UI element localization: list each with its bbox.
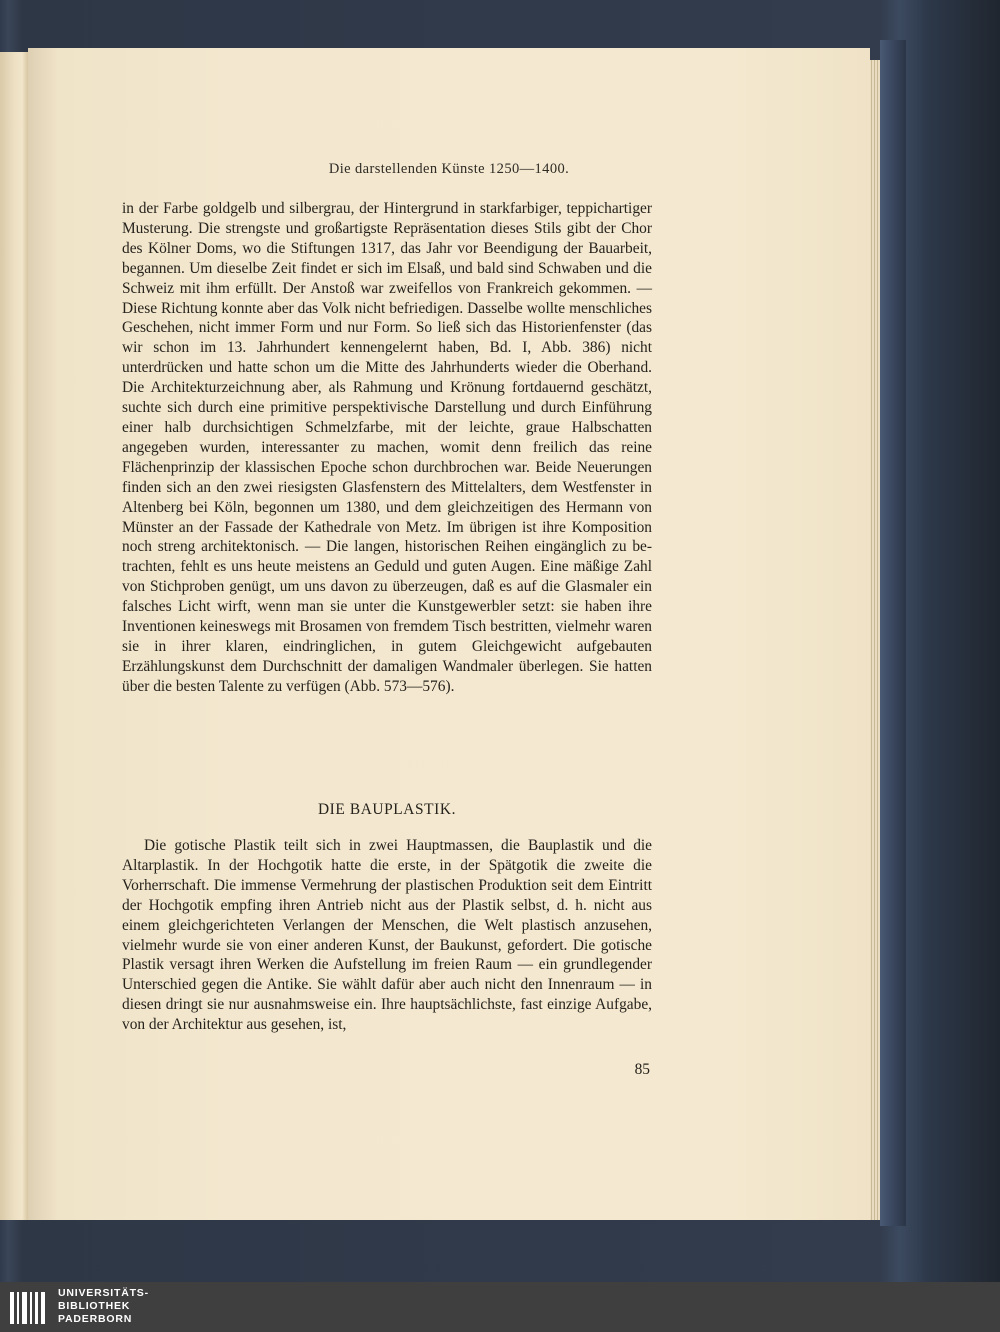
library-footer-bar: [0, 1282, 1000, 1332]
body-paragraph-1: in der Farbe goldgelb und silbergrau, der Hintergrund in starkfarbiger, teppichartiger Musterung. Die strengste und großartigste Repräsentation dieses Stils gibt der Chor des Kölner Doms, wo die Stiftungen 1317, das Jahr vor Beendigung der Bauarbeit, begannen. Um dieselbe Zeit findet er sich im Elsaß, und bald sind Schwaben und die Schweiz mit ihm erfüllt. Der Anstoß war zweifellos von Frankreich gekommen. — Diese Richtung konnte aber das Volk nicht befriedigen. Dasselbe wollte menschliches Geschehen, nicht immer Form und nur Form. So ließ sich das Historienfenster (das wir schon im 13. Jahrhundert kennengelernt haben, Bd. I, Abb. 386) nicht unterdrücken und hatte schon um die Mitte des Jahrhunderts wieder die Oberhand. Die Architekturzeichnung aber, als Rahmung und Krönung fortdauernd geschätzt, suchte sich durch eine primitive perspektivische Darstellung und durch Einführung einer halb durchsichtigen Schmelzfarbe, mit der leichte, graue Halbschatten angegeben wurden, interessanter zu machen, womit denn freilich das reine Flächenprinzip der klassischen Epoche schon durchbrochen war. Beide Neuerungen finden sich an den zwei riesigsten Glasfenstern des Mittelalters, dem Westfenster in Altenberg bei Köln, begonnen um 1380, und dem gleichzeitigen des Hermann von Münster an der Fassade der Kathedrale von Metz. Im übrigen ist ihre Komposition noch streng architektonisch. — Die langen, historischen Reihen eingänglich zu betrachten, fehlt es uns heute meistens an Geduld und guten Augen. Eine mäßige Zahl von Stichproben genügt, um uns davon zu überzeugen, daß es auf die Glasmaler ein falsches Licht wirft, wenn man sie unter die Kunstgewerbler setzt: sie haben ihre Inventionen keineswegs mit Brosamen von fremdem Tisch bestritten, vielmehr waren sie in ihrer klaren, eindringlichen, in gutem Gleichgewicht aufgebauten Erzählungskunst dem Durchschnitt der damaligen Wandmaler überlegen. Sie hatten über die besten Talente zu verfügen (Abb. 573—576).: [122, 200, 652, 695]
section-heading: DIE BAUPLASTIK.: [317, 801, 457, 818]
page-number: 85: [634, 1061, 650, 1078]
running-head: Die darstellenden Künste 1250—1400.: [328, 161, 570, 177]
logo-text-line-1: UNIVERSITÄTS-: [58, 1287, 149, 1299]
body-paragraph-2: Die gotische Plastik teilt sich in zwei Hauptmassen, die Bauplastik und die Altarplastik. In der Hochgotik hatte die erste, in der Spätgotik die zweite die Vorherrschaft. Die immense Vermehrung der plastischen Produktion seit dem Eintritt der Hochgotik empfing ihren Antrieb nicht aus der Plastik selbst, d. h. nicht aus einem gleichgerichteten Verlangen der Menschen, die Welt plastisch anzusehen, vielmehr wurde sie von einer anderen Kunst, der Baukunst, gefordert. Die gotische Plastik versagt ihren Werken die Aufstellung im freien Raum — ein grundlegender Unterschied gegen die Antike. Sie wählt dafür aber auch nicht den Innenraum — in diesen dringt sie nur ausnahmsweise ein. Ihre hauptsächlichste, fast einzige Aufgabe, von der Architektur aus gesehen, ist,: [122, 837, 652, 1034]
book-cover-edge: [880, 40, 906, 1226]
left-page-edge: [0, 52, 28, 1220]
logo-text-line-3: PADERBORN: [58, 1313, 133, 1325]
logo-text-line-2: BIBLIOTHEK: [58, 1300, 131, 1312]
library-barcode-logo-icon: [8, 1288, 48, 1328]
